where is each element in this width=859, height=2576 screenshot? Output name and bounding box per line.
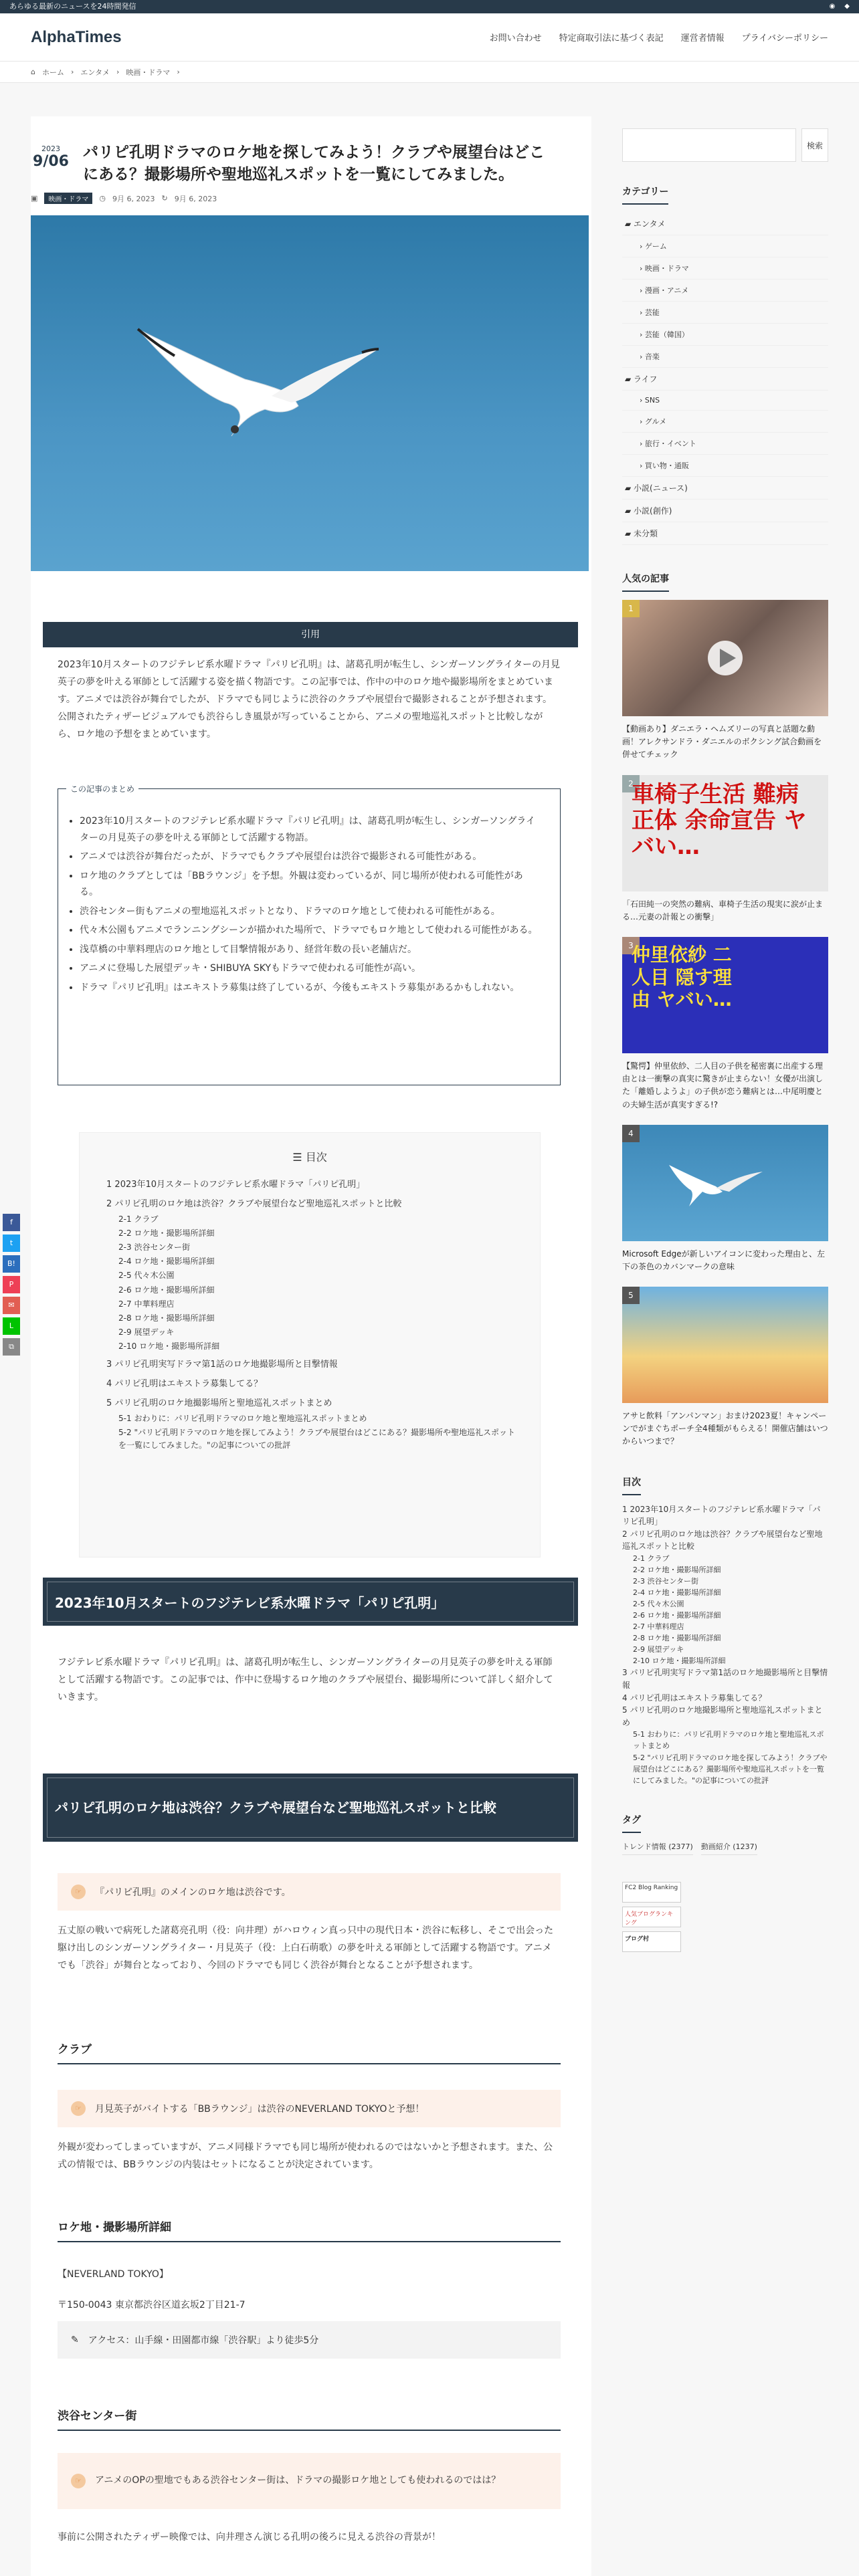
summary-item: • 渋谷センター街もアニメの聖地巡礼スポットとなり、ドラマのロケ地として使われる可能性がある。 <box>80 903 541 920</box>
summary-item: • 浅草橋の中華料理店のロケ地として目撃情報があり、経営年数の長い老舗店だ。 <box>80 942 541 958</box>
category-label: エンタメ <box>634 219 666 229</box>
toc-text: ロケ地・撮影場所詳細 <box>134 1257 215 1267</box>
toc-number: 2-2 <box>633 1566 645 1575</box>
toc-item[interactable] <box>622 1528 828 1553</box>
place-name: 【NEVERLAND TOKYO】 <box>58 2269 169 2280</box>
toc-text: 2023年10月スタートのフジテレビ系水曜ドラマ「パリピ孔明」 <box>114 1180 365 1190</box>
site-logo[interactable]: AlphaTimes <box>31 27 122 46</box>
folder-icon: ▣ <box>31 194 38 203</box>
category-item[interactable] <box>622 433 828 455</box>
category-item[interactable] <box>622 522 828 545</box>
popular-item-title: Microsoft Edgeが新しいアイコンに変わった理由と、左下の茶色のカバンマークの意味 <box>622 1249 825 1271</box>
blog-ranking-banner[interactable]: 人気ブログランキング <box>622 1907 681 1927</box>
folder-icon: ▰ <box>625 529 634 538</box>
sidebar-toc-list <box>622 1503 828 1786</box>
toc-text: ロケ地・撮影場所詳細 <box>134 1313 215 1323</box>
toc-number: 2-1 <box>633 1554 645 1563</box>
hero-image-seagull <box>31 215 589 571</box>
thumbnail-ishida <box>622 775 828 891</box>
category-item[interactable] <box>622 302 828 324</box>
chevron-right-icon: › <box>640 308 645 317</box>
toc-text: 渋谷センター街 <box>134 1242 190 1252</box>
table-of-contents <box>79 1132 541 1558</box>
toc-number: 2-4 <box>633 1588 645 1598</box>
toc-subitem[interactable] <box>622 1752 828 1786</box>
toc-number: 4 <box>106 1379 112 1390</box>
toc-subitem[interactable] <box>106 1213 521 1226</box>
home-icon: ⌂ <box>31 68 35 76</box>
toc-text: ロケ地・撮影場所詳細 <box>647 1634 721 1643</box>
seagull-icon <box>622 1125 828 1241</box>
toc-subitem[interactable] <box>622 1553 828 1564</box>
toc-item[interactable] <box>106 1178 521 1192</box>
club-text: 外観が変わってしまっていますが、アニメ同様ドラマでも同じ場所が使われるのではないかと予想されます。また、公式の情報では、BBラウンジの内装はセットになることが決定されています。 <box>58 2142 553 2170</box>
toc-text: おわりに：パリピ孔明ドラマのロケ地と聖地巡礼スポットまとめ <box>134 1413 367 1423</box>
pencil-icon: ✎ <box>71 2335 79 2345</box>
summary-item: • アニメに登場した展望デッキ・SHIBUYA SKYもドラマで使われる可能性が高い。 <box>80 960 541 977</box>
share-buttons <box>3 1214 23 1359</box>
rss-icon[interactable]: ◉ <box>829 3 836 10</box>
toc-item[interactable] <box>622 1692 828 1705</box>
toc-text: 代々木公園 <box>647 1600 684 1609</box>
toc-number: 2-4 <box>118 1257 132 1267</box>
post-meta <box>31 193 217 204</box>
toc-text: ロケ地・撮影場所詳細 <box>647 1611 721 1620</box>
folder-icon: ▰ <box>625 484 634 493</box>
toc-number: 2-6 <box>633 1611 645 1620</box>
popular-item-title: アサヒ飲料「アンパンマン」おまけ2023夏！キャンペーンでがまぐちポーチ全4種類がもらえる！開催店舗はいつからいつまで？ <box>622 1411 828 1446</box>
nav-contact[interactable]: お問い合わせ <box>489 33 542 43</box>
site-header <box>0 13 859 62</box>
summary-item: • 代々木公園もアニメでランニングシーンが描かれた場所で、ドラマでもロケ地として使われる可能性がある。 <box>80 922 541 939</box>
crumb-home[interactable]: ホーム <box>41 68 64 77</box>
published-date: 9月 6, 2023 <box>112 194 155 203</box>
feedly-icon[interactable]: ◆ <box>844 3 850 10</box>
toc-number: 2-10 <box>633 1656 650 1666</box>
popular-item[interactable] <box>622 1287 828 1448</box>
line-share-button[interactable]: L <box>3 1317 20 1335</box>
toc-number: 2-9 <box>633 1645 645 1654</box>
toc-text: ロケ地・撮影場所詳細 <box>134 1285 215 1295</box>
tag-link[interactable]: トレンド情報 (2377) <box>622 1841 693 1855</box>
thumbnail-seagull <box>622 1125 828 1241</box>
post-monthday: 9/06 <box>33 153 69 170</box>
category-label: 音楽 <box>644 352 660 361</box>
access-text: アクセス：山手線・田園都市線「渋谷駅」より徒歩5分 <box>88 2335 319 2346</box>
thumbnail-naka <box>622 937 828 1053</box>
toc-text: "パリピ孔明ドラマのロケ地を探してみよう！クラブや展望台はどこにある？撮影場所や聖地巡礼スポットを一覧にしてみました。"の記事についての批評 <box>633 1753 828 1785</box>
toc-item[interactable] <box>106 1397 521 1411</box>
thumbnail-text: 車椅子生活 難病正体 余命宣告 ヤバい… <box>632 780 807 860</box>
category-label: 小説(創作) <box>634 506 672 516</box>
crumb-entame[interactable]: エンタメ <box>80 68 110 77</box>
toc-subitem[interactable] <box>106 1298 521 1311</box>
toc-item[interactable] <box>106 1378 521 1392</box>
category-item[interactable] <box>622 500 828 522</box>
category-item[interactable] <box>622 257 828 280</box>
toc-text: 中華料理店 <box>647 1622 684 1632</box>
category-item[interactable] <box>622 324 828 346</box>
updated-date: 9月 6, 2023 <box>174 194 217 203</box>
rank-number: 1 <box>622 600 640 617</box>
category-item[interactable] <box>622 391 828 411</box>
folder-icon: ▰ <box>625 506 634 516</box>
chevron-right-icon: › <box>640 264 645 273</box>
category-widget <box>622 185 828 545</box>
center-gai-text: 事前に公開されたティザー映像では、向井理さん演じる孔明の後ろに見える渋谷の背景が！ <box>58 2532 441 2543</box>
popular-item-title: 【動画あり】ダニエラ・ヘムズリーの写真と話題な動画！アレクサンドラ・ダニエルのボクシング試合動画を併せてチェック <box>622 724 822 760</box>
intro-text: 2023年10月スタートのフジテレビ系水曜ドラマ『パリピ孔明』は、諸葛孔明が転生し、シンガーソングライターの月見英子の夢を叶える軍師として活躍する姿を描く物語です。この記事では、作中の中のロケ地や撮影場所をまとめています。アニメでは渋谷が舞台でしたが、ドラマでも同じように渋谷のクラブや展望台で撮影されることが予想されます。公開されたティザービジュアルでも渋谷らしき風景が写っていることから、アニメの聖地巡礼スポットと比較しながら、ロケ地の予想をまとめています。 <box>58 659 560 740</box>
access-box <box>58 2321 561 2359</box>
toc-number: 2-8 <box>118 1313 132 1323</box>
category-item[interactable] <box>622 213 828 235</box>
hand-point-icon: ☞ <box>71 2474 86 2488</box>
global-nav <box>490 31 828 43</box>
toc-text: ロケ地・撮影場所詳細 <box>647 1588 721 1598</box>
nav-operator[interactable]: 運営者情報 <box>680 33 725 43</box>
rank-number: 2 <box>622 775 640 792</box>
article <box>31 116 591 2576</box>
point-text: 『パリピ孔明』のメインのロケ地は渋谷です。 <box>95 1887 291 1898</box>
thumbnail-text: 仲里依紗 二人目 隠す理由 ヤバい… <box>632 943 732 1011</box>
blogmura-banner[interactable]: ブログ村 <box>622 1931 681 1952</box>
play-icon <box>622 600 828 716</box>
popular-title: 人気の記事 <box>622 572 669 592</box>
crumb-movie[interactable]: 映画・ドラマ <box>126 68 171 77</box>
chevron-right-icon: › <box>116 68 120 76</box>
refresh-icon: ↻ <box>161 194 168 203</box>
category-item[interactable] <box>622 235 828 257</box>
toc-number: 2-6 <box>118 1285 132 1295</box>
toc-subitem[interactable] <box>106 1312 521 1325</box>
seagull-icon <box>31 215 589 571</box>
summary-box <box>58 784 561 1085</box>
toc-text: 展望デッキ <box>134 1327 175 1337</box>
subheading-location: ロケ地・撮影場所詳細 <box>58 2218 561 2242</box>
toc-number: 3 <box>106 1360 112 1370</box>
toc-number: 5 <box>622 1705 628 1715</box>
category-label: ライフ <box>634 374 658 384</box>
toc-number: 2-3 <box>118 1242 132 1252</box>
summary-item: • ロケ地のクラブとしては「BBラウンジ」を予想。外観は変わっているが、同じ場所が使われる可能性がある。 <box>80 868 541 901</box>
toc-text: 展望デッキ <box>647 1645 684 1654</box>
toc-subitem[interactable] <box>622 1729 828 1751</box>
category-item[interactable] <box>622 280 828 302</box>
toc-text: ロケ地・撮影場所詳細 <box>139 1341 220 1352</box>
toc-number: 2 <box>622 1529 628 1539</box>
toc-subitem[interactable] <box>622 1655 828 1667</box>
tag-list <box>622 1841 828 1855</box>
toc-number: 5-1 <box>118 1413 132 1423</box>
toc-subitem[interactable] <box>106 1340 521 1353</box>
toc-subitem[interactable] <box>622 1587 828 1598</box>
section-2-text: 五丈原の戦いで病死した諸葛亮孔明（役：向井理）がハロウィン真っ只中の現代日本・渋谷に転移し、そこで出会った駆け出しのシンガーソングライター・月見英子（役：上白石萌歌）の夢を叶える軍師として活躍する物語です。アニメでも「渋谷」が舞台となっており、今回のドラマでも同じく渋谷が舞台となることが予想されます。 <box>58 1925 554 1971</box>
summary-item: • アニメでは渋谷が舞台だったが、ドラマでもクラブや展望台は渋谷で撮影される可能性がある。 <box>80 849 541 865</box>
category-label: 映画・ドラマ <box>644 264 689 273</box>
thumbnail-boxing <box>622 600 828 716</box>
mail-share-button[interactable]: ✉ <box>3 1297 20 1314</box>
popular-item-title: 【驚愕】仲里依紗、二人目の子供を秘密裏に出産する理由とは一衝撃の真実に驚きが止まらない！女優が出演した「離婚しようよ」の子供が恋う難病とは…中尾明慶との夫婦生活が真実すぎる!? <box>622 1061 824 1109</box>
toc-number: 5 <box>106 1398 112 1409</box>
point-box <box>58 2090 561 2127</box>
category-badge[interactable]: 映画・ドラマ <box>44 193 92 204</box>
tag-title: タグ <box>622 1813 641 1833</box>
search-input[interactable] <box>622 128 796 162</box>
chevron-right-icon: › <box>640 461 645 470</box>
toc-number: 2-8 <box>633 1634 645 1643</box>
chevron-right-icon: › <box>640 286 645 295</box>
sidebar-toc-title: 目次 <box>622 1475 641 1495</box>
tag-widget <box>622 1813 828 1855</box>
toc-text: "パリピ孔明ドラマのロケ地を探してみよう！クラブや展望台はどこにある？撮影場所や聖地巡礼スポットを一覧にしてみました。"の記事についての批評 <box>118 1428 515 1451</box>
toc-number: 2-7 <box>633 1622 645 1632</box>
category-label: SNS <box>644 396 660 405</box>
twitter-share-button[interactable]: t <box>3 1235 20 1252</box>
toc-text: クラブ <box>134 1214 159 1224</box>
folder-icon: ▰ <box>625 374 634 384</box>
toc-number: 2-3 <box>633 1577 645 1586</box>
chevron-right-icon: › <box>640 439 645 448</box>
toc-number: 2-2 <box>118 1228 132 1238</box>
nav-law[interactable]: 特定商取引法に基づく表記 <box>559 33 664 43</box>
toc-subitem[interactable] <box>622 1598 828 1610</box>
toc-title: 目次 <box>305 1151 327 1164</box>
summary-item: • ドラマ『パリピ孔明』はエキストラ募集は終了しているが、今後もエキストラ募集があるかもしれない。 <box>80 980 541 996</box>
toc-subitem[interactable] <box>622 1610 828 1621</box>
post-date <box>31 144 71 170</box>
toc-subitem[interactable] <box>106 1326 521 1339</box>
category-label: ゲーム <box>644 242 667 251</box>
popular-item[interactable] <box>622 1125 828 1273</box>
toc-number: 1 <box>106 1180 112 1190</box>
category-label: 旅行・イベント <box>644 439 696 448</box>
topbar-icons <box>830 0 850 13</box>
tag-link[interactable]: 動画紹介 (1237) <box>701 1841 757 1855</box>
chevron-right-icon: › <box>640 396 645 405</box>
section-heading-1: 2023年10月スタートのフジテレビ系水曜ドラマ「パリピ孔明」 <box>43 1578 578 1626</box>
hatena-share-button[interactable]: B! <box>3 1255 20 1273</box>
rank-number: 5 <box>622 1287 640 1304</box>
toc-number: 4 <box>622 1693 628 1703</box>
summary-label: この記事のまとめ <box>66 783 138 794</box>
point-text: 月見英子がバイトする「BBラウンジ」は渋谷のNEVERLAND TOKYOと予想！ <box>95 2104 425 2115</box>
toc-number: 5-2 <box>118 1428 132 1438</box>
toc-number: 5-1 <box>633 1730 645 1739</box>
toc-number: 2 <box>106 1198 112 1209</box>
toc-text: おわりに：パリピ孔明ドラマのロケ地と聖地巡礼スポットまとめ <box>633 1730 824 1751</box>
search-button[interactable]: 検索 <box>801 128 828 162</box>
popular-item-title: 「石田純一の突然の難病、車椅子生活の現実に涙が止まる…元妻の計報との衝撃」 <box>622 899 824 922</box>
chevron-right-icon: › <box>640 242 645 251</box>
toc-item[interactable] <box>622 1503 828 1528</box>
hand-point-icon: ☞ <box>71 2101 86 2116</box>
chevron-right-icon: › <box>70 68 74 76</box>
toc-number: 2-1 <box>118 1214 132 1224</box>
search-form <box>622 128 828 162</box>
point-text: アニメのOPの聖地でもある渋谷センター街は、ドラマの撮影ロケ地としても使われるのではは？ <box>95 2475 501 2486</box>
sidebar <box>622 116 828 1952</box>
toc-item[interactable] <box>106 1198 521 1212</box>
category-label: 買い物・通販 <box>644 461 689 470</box>
place-address: 〒150-0043 東京都渋谷区道玄坂2丁目21-7 <box>58 2300 246 2311</box>
point-box <box>58 2453 561 2509</box>
toc-number: 2-9 <box>118 1327 132 1337</box>
toc-text: クラブ <box>647 1554 670 1563</box>
rank-number: 3 <box>622 937 640 954</box>
toc-text: パリピ孔明実写ドラマ第1話のロケ地撮影場所と目撃情報 <box>114 1360 338 1370</box>
category-title: カテゴリー <box>622 185 668 205</box>
toc-title-row <box>80 1149 540 1164</box>
subheading-club: クラブ <box>58 2040 561 2064</box>
pocket-share-button[interactable]: P <box>3 1276 20 1293</box>
toc-subitem[interactable] <box>106 1241 521 1254</box>
toc-text: ロケ地・撮影場所詳細 <box>652 1656 726 1666</box>
chevron-right-icon: › <box>640 417 645 426</box>
category-item[interactable] <box>622 455 828 477</box>
toc-list <box>106 1173 521 1452</box>
category-label: 芸能 <box>644 308 660 317</box>
toc-text: パリピ孔明のロケ地は渋谷？クラブや展望台など聖地巡礼スポットと比較 <box>114 1198 402 1209</box>
facebook-share-button[interactable]: f <box>3 1214 20 1231</box>
toc-number: 5-2 <box>633 1753 645 1762</box>
category-label: 漫画・アニメ <box>644 286 689 295</box>
popular-item[interactable] <box>622 775 828 924</box>
toc-number: 1 <box>622 1504 628 1514</box>
toc-subitem[interactable] <box>622 1576 828 1587</box>
toc-text: 代々木公園 <box>134 1271 175 1281</box>
toc-item[interactable] <box>622 1667 828 1691</box>
toc-subitem[interactable] <box>622 1621 828 1632</box>
rank-number: 4 <box>622 1125 640 1142</box>
chevron-right-icon: › <box>640 330 645 339</box>
toc-text: パリピ孔明はエキストラ募集してる？ <box>630 1693 767 1703</box>
toc-text: ロケ地・撮影場所詳細 <box>134 1228 215 1238</box>
nav-privacy[interactable]: プライバシーポリシー <box>741 33 828 43</box>
hand-point-icon: ☞ <box>71 1885 86 1899</box>
toc-number: 3 <box>622 1668 628 1678</box>
toc-text: パリピ孔明のロケ地は渋谷？クラブや展望台など聖地巡礼スポットと比較 <box>622 1529 823 1551</box>
category-label: グルメ <box>644 417 667 426</box>
toc-subitem[interactable] <box>622 1632 828 1644</box>
category-item[interactable] <box>622 477 828 500</box>
chevron-right-icon: › <box>640 352 645 361</box>
popular-item[interactable] <box>622 600 828 762</box>
topbar <box>0 0 859 13</box>
toc-number: 2-7 <box>118 1299 132 1309</box>
toc-item[interactable] <box>622 1704 828 1729</box>
category-item[interactable] <box>622 346 828 368</box>
point-box <box>58 1873 561 1911</box>
chevron-right-icon: › <box>177 68 180 76</box>
toc-text: パリピ孔明のロケ地撮影場所と聖地巡礼スポットまとめ <box>622 1705 823 1727</box>
toc-text: 中華料理店 <box>134 1299 175 1309</box>
toc-subitem[interactable] <box>106 1227 521 1240</box>
thumbnail-anpanman <box>622 1287 828 1403</box>
popular-widget <box>622 572 828 1448</box>
list-icon: ☰ <box>292 1151 306 1164</box>
toc-item[interactable] <box>106 1358 521 1372</box>
folder-icon: ▰ <box>625 219 634 229</box>
clock-icon: ◷ <box>99 194 106 203</box>
toc-text: ロケ地・撮影場所詳細 <box>647 1566 721 1575</box>
summary-item: • 2023年10月スタートのフジテレビ系水曜ドラマ『パリピ孔明』は、諸葛孔明が転生し、シンガーソングライターの月見英子の夢を叶える軍師として活躍する物語。 <box>80 813 541 846</box>
toc-text: パリピ孔明実写ドラマ第1話のロケ地撮影場所と目撃情報 <box>622 1668 828 1691</box>
post-year: 2023 <box>41 144 60 153</box>
toc-text: パリピ孔明のロケ地撮影場所と聖地巡礼スポットまとめ <box>114 1398 332 1409</box>
category-label: 芸能（韓国） <box>644 330 689 339</box>
tagline: あらゆる最新のニュースを24時間発信 <box>9 2 136 11</box>
toc-subitem[interactable] <box>622 1644 828 1655</box>
fc2-banner[interactable]: FC2 Blog Ranking <box>622 1882 681 1903</box>
category-item[interactable] <box>622 368 828 391</box>
toc-subitem[interactable] <box>106 1269 521 1282</box>
popular-item[interactable] <box>622 937 828 1111</box>
subheading-center-gai: 渋谷センター街 <box>58 2406 561 2431</box>
category-item[interactable] <box>622 411 828 433</box>
toc-number: 2-5 <box>633 1600 645 1609</box>
section-1-text: フジテレビ系水曜ドラマ『パリピ孔明』は、諸葛孔明が転生し、シンガーソングライターの月見英子の夢を叶える軍師として活躍する物語です。この記事では、作中に登場するロケ地のクラブや展望台、撮影場所について詳しく紹介していきます。 <box>58 1657 553 1703</box>
category-list <box>622 213 828 545</box>
breadcrumb <box>0 62 859 83</box>
page-title: パリピ孔明ドラマのロケ地を探してみよう！クラブや展望台はどこにある？撮影場所や聖地巡礼スポットを一覧にしてみました。 <box>83 144 545 184</box>
toc-text: 渋谷センター街 <box>647 1577 699 1586</box>
toc-text: パリピ孔明はエキストラ募集してる？ <box>114 1379 263 1390</box>
category-label: 小説(ニュース) <box>634 484 688 493</box>
section-heading-2: パリピ孔明のロケ地は渋谷？クラブや展望台など聖地巡礼スポットと比較 <box>43 1774 578 1842</box>
toc-number: 2-10 <box>118 1341 137 1352</box>
toc-subitem[interactable] <box>106 1284 521 1297</box>
copy-link-button[interactable]: ⧉ <box>3 1338 20 1356</box>
toc-subitem[interactable] <box>106 1255 521 1268</box>
quote-header: 引用 <box>43 622 578 647</box>
toc-number: 2-5 <box>118 1271 132 1281</box>
toc-text: 2023年10月スタートのフジテレビ系水曜ドラマ「パリピ孔明」 <box>622 1504 821 1527</box>
ranking-banners <box>622 1882 828 1952</box>
toc-subitem[interactable] <box>622 1564 828 1576</box>
toc-subitem[interactable] <box>106 1412 521 1425</box>
sidebar-toc <box>622 1475 828 1786</box>
category-label: 未分類 <box>634 529 658 538</box>
toc-subitem[interactable] <box>106 1426 521 1452</box>
